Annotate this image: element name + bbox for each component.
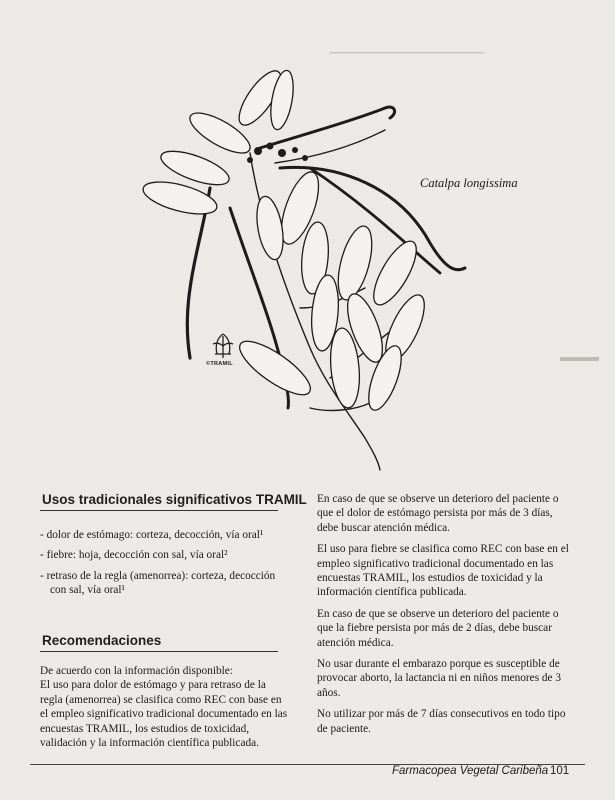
footer-title: Farmacopea Vegetal Caribeña [392, 765, 549, 777]
plant-caption: Catalpa longissima [420, 176, 518, 190]
bleed-through-text: ▁▁▁▁▁▁▁▁▁▁▁▁▁▁▁▁▁▁▁▁ [330, 43, 484, 54]
page-number: 101 [550, 765, 570, 777]
recomendaciones-text [40, 664, 290, 750]
usos-item: - retraso de la regla (amenorrea): corteza, decocción con sal, vía oral¹ [40, 569, 276, 597]
logo-text: ©TRAMIL [206, 361, 233, 367]
usos-heading: Usos tradicionales significativos TRAMIL [42, 492, 307, 507]
usos-item: - fiebre: hoja, decocción con sal, vía oral² [40, 549, 228, 562]
paragraph: No utilizar por más de 7 días consecutivos en todo tipo de paciente. [317, 708, 566, 735]
usos-list [40, 528, 285, 598]
paragraph: No usar durante el embarazo porque es susceptible de provocar aborto, la lactancia ni en niños menores de 3 años. [317, 658, 562, 699]
usos-item: - dolor de estómago: corteza, decocción, vía oral¹ [40, 529, 264, 541]
recomendaciones-heading: Recomendaciones [42, 633, 162, 648]
plant-illustration [110, 58, 490, 488]
usos-list-container [40, 528, 285, 604]
right-column [317, 492, 572, 743]
heading-underline [40, 651, 278, 652]
recomendaciones-intro: De acuerdo con la información disponible: [40, 665, 233, 677]
paragraph: El uso para fiebre se clasifica como REC con base en el empleo significativo tradicional documentado en las encuestas TRAMIL, los estudios de toxicidad y la información científica publicada. [317, 543, 569, 599]
recomendaciones-body: El uso para dolor de estómago y para retraso de la regla (amenorrea) se clasifica como REC con base en el empleo significativo tradicional documentado en las encuestas TRAMIL, los estudios de toxicidad, validación y la información científica publicada. [40, 679, 288, 750]
paragraph: En caso de que se observe un deterioro del paciente o que la fiebre persista por más de 2 días, debe buscar atención médica. [317, 607, 559, 649]
paragraph: En caso de que se observe un deterioro del paciente o que el dolor de estómago persista por más de 3 días, debe buscar atención médica. [317, 493, 559, 534]
heading-underline [40, 510, 278, 511]
bleed-through-text: ▬▬▬ [560, 349, 599, 364]
